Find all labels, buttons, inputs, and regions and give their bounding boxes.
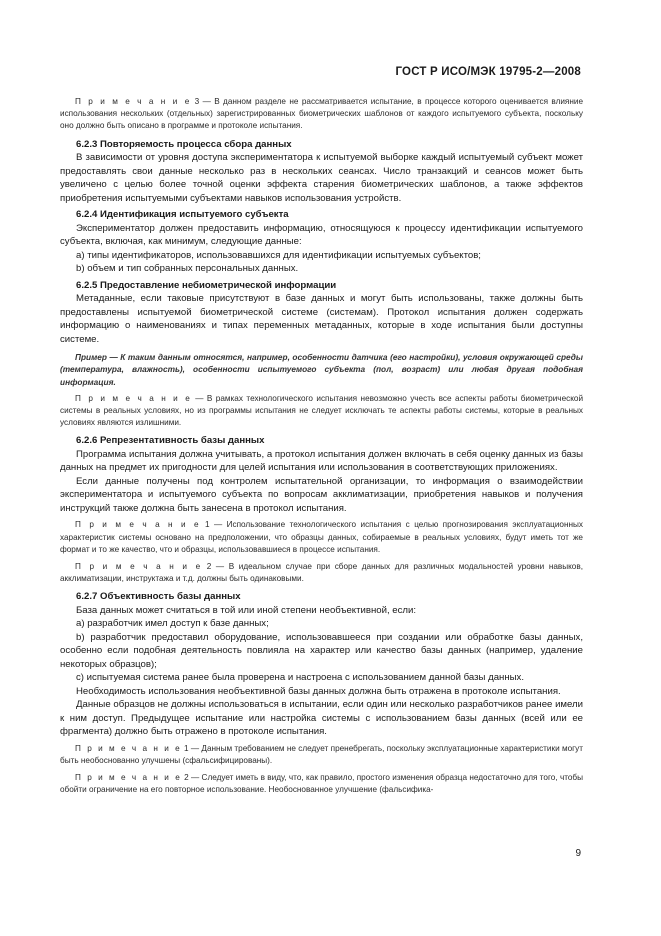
paragraph: Если данные получены под контролем испытательной организации, то информация о взаимодействии экспериментатора и испытуемого субъекта по вопросам акклиматизации, приобретения навыков и получения инструкций также должна быть занесена в протокол испытания. bbox=[60, 475, 583, 514]
list-item: c) испытуемая система ранее была проверена и настроена с использованием данной базы данных. bbox=[76, 672, 524, 684]
note-text: 1 — Данным требованием не следует пренебрегать, поскольку эксплуатационные характеристики могут быть необоснованно улучшены (сфальсифицированы). bbox=[60, 743, 584, 766]
list-item: a) разработчик имел доступ к базе данных; bbox=[76, 618, 269, 630]
section-heading-6-2-5: 6.2.5 Предоставление небиометрической информации bbox=[76, 279, 337, 291]
example-text: Пример — К таким данным относятся, например, особенности датчика (его настройки), условия окружающей среды (температура, влажность), особенности испытуемого субъекта (пол, возраст) или любая другая подобная информация. bbox=[60, 352, 583, 387]
section-heading-6-2-3: 6.2.3 Повторяемость процесса сбора данных bbox=[76, 138, 292, 150]
note bbox=[60, 393, 583, 430]
page-body bbox=[60, 96, 583, 802]
paragraph: Метаданные, если таковые присутствуют в базе данных и могут быть использованы, также должны быть предоставлены испытуемой биометрической системе (системам). Протокол испытания должен содержать информацию о наименованиях и типах переменных метаданных, которые в ходе испытания были доступны системе. bbox=[60, 293, 583, 345]
note bbox=[60, 561, 583, 585]
section-heading-6-2-6: 6.2.6 Репрезентативность базы данных bbox=[76, 435, 265, 447]
paragraph: Необходимость использования необъективной базы данных должна быть отражена в протоколе испытания. bbox=[76, 685, 561, 697]
note-text: — В рамках технологического испытания невозможно учесть все аспекты работы биометрической системы в реальных условиях, но из программы испытания не следует исключать те аспекты работы системы, которые в реальных условиях являются излишними. bbox=[60, 393, 584, 428]
paragraph: Экспериментатор должен предоставить информацию, относящуюся к процессу идентификации испытуемого субъекта, включая, как минимум, следующие данные: bbox=[60, 222, 583, 248]
paragraph: База данных может считаться в той или иной степени необъективной, если: bbox=[76, 604, 417, 616]
paragraph: Данные образцов не должны использоваться в испытании, если один или несколько разработчиков ранее имели к ним доступ. Предыдущее испытание или настройка системы с использованием базы данных (всей или ее фрагмента) должно быть отражено в протоколе испытания. bbox=[60, 699, 583, 738]
note-label: П р и м е ч а н и е bbox=[75, 773, 182, 783]
note-text: 2 — В идеальном случае при сборе данных для различных модальностей уровни навыков, акклиматизации, инструктажа и т.д. должны быть одинаковыми. bbox=[60, 561, 583, 584]
note-text: 2 — Следует иметь в виду, что, как правило, простого изменения образца недостаточно для того, чтобы обойти ограничение на его повторное использование. Необоснованное улучшение (фальсифика- bbox=[60, 773, 583, 795]
section-heading-6-2-4: 6.2.4 Идентификация испытуемого субъекта bbox=[76, 209, 289, 221]
list-item: b) объем и тип собранных персональных данных. bbox=[76, 263, 299, 275]
note bbox=[60, 519, 583, 556]
document-header: ГОСТ Р ИСО/МЭК 19795-2—2008 bbox=[395, 66, 581, 78]
section-heading-6-2-7: 6.2.7 Объективность базы данных bbox=[76, 591, 241, 603]
note-text: 3 — В данном разделе не рассматривается испытание, в процессе которого оценивается влияние использования нескольких (отдельных) зарегистрированных биометрических шаблонов от каждого испытуемого субъекта, поскольку оно должно быть описано в программе и протоколе испытания. bbox=[60, 97, 583, 131]
paragraph: В зависимости от уровня доступа экспериментатора к испытуемой выборке каждый испытуемый субъект может предоставлять свои данные несколько раз в нескольких сеансах. Число транзакций и сеансов может быть увеличено с целью более точной оценки эффекта старения биометрических шаблонов, а также эффектов приобретения испытуемыми субъектами навыков использования устройств. bbox=[60, 152, 583, 204]
note-label: П р и м е ч а н и е bbox=[75, 393, 192, 403]
note-label: П р и м е ч а н и е bbox=[75, 561, 203, 571]
note-label: П р и м е ч а н и е bbox=[75, 743, 182, 753]
note-label: П р и м е ч а н и е bbox=[75, 97, 192, 106]
list-item: a) типы идентификаторов, использовавшихся для идентификации испытуемых субъектов; bbox=[76, 249, 481, 261]
list-item: b) разработчик предоставил оборудование, использовавшееся при создании или обработке базы данных, особенно если подобная деятельность повлияла на характер или качество базы данных (например, удаление некоторых образцов); bbox=[60, 631, 583, 670]
note bbox=[60, 772, 583, 796]
note-top bbox=[60, 96, 583, 133]
note bbox=[60, 743, 583, 767]
paragraph: Программа испытания должна учитывать, а протокол испытания должен включать в себя оценку данных из базы данных на предмет их пригодности для целей испытания или использования в соответствующих приложениях. bbox=[60, 448, 583, 474]
note-text: 1 — Использование технологического испытания с целью прогнозирования эксплуатационных характеристик системы основано на предположении, что образцы данных, собираемые в реальных условиях, будут иметь тот же формат и то же качество, что и образцы, использовавшиеся в процессе испытания. bbox=[60, 520, 583, 554]
page-number: 9 bbox=[575, 848, 581, 859]
note-label: П р и м е ч а н и е bbox=[75, 520, 201, 530]
